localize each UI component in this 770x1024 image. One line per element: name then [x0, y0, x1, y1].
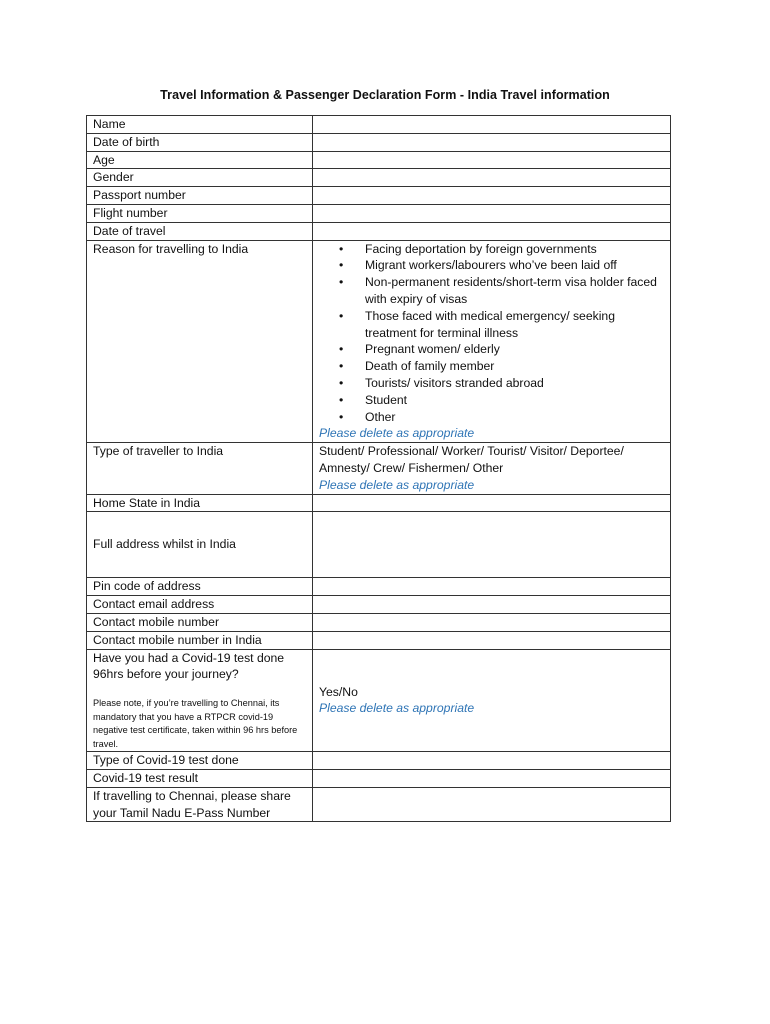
label-pin: Pin code of address: [87, 578, 313, 596]
table-row: [87, 222, 671, 240]
reason-item[interactable]: • Student: [339, 392, 408, 407]
label-reason: Reason for travelling to India: [87, 240, 313, 443]
label-mobile-india: Contact mobile number in India: [87, 631, 313, 649]
label-test-type: Type of Covid-19 test done: [87, 752, 313, 770]
label-mobile: Contact mobile number: [87, 613, 313, 631]
label-travel-date: Date of travel: [87, 222, 313, 240]
table-row: [87, 116, 671, 134]
reason-item[interactable]: • Death of family member: [339, 359, 495, 374]
field-test-type[interactable]: [313, 752, 671, 770]
field-flight[interactable]: [313, 204, 671, 222]
label-flight: Flight number: [87, 204, 313, 222]
bullet-icon: •: [339, 392, 344, 407]
label-test-result: Covid-19 test result: [87, 769, 313, 787]
field-travel-date[interactable]: [313, 222, 671, 240]
table-row: [87, 443, 671, 494]
bullet-icon: •: [339, 359, 344, 374]
table-row: [87, 752, 671, 770]
label-epass: If travelling to Chennai, please share your Tamil Nadu E-Pass Number: [87, 787, 313, 822]
table-row: [87, 187, 671, 205]
delete-note: Please delete as appropriate: [319, 701, 475, 716]
covid-test-question: Have you had a Covid-19 test done 96hrs before your journey?: [93, 650, 285, 682]
table-row: [87, 613, 671, 631]
table-row: [87, 578, 671, 596]
label-dob: Date of birth: [87, 133, 313, 151]
bullet-icon: •: [339, 375, 344, 390]
delete-note: Please delete as appropriate: [319, 426, 475, 441]
table-row: [87, 631, 671, 649]
field-gender[interactable]: [313, 169, 671, 187]
bullet-icon: •: [339, 409, 344, 424]
reason-list: [319, 241, 664, 426]
label-covid-test: [87, 649, 313, 752]
table-row: [87, 512, 671, 578]
field-name[interactable]: [313, 116, 671, 134]
field-mobile[interactable]: [313, 613, 671, 631]
field-traveller-type[interactable]: [313, 443, 671, 494]
label-gender: Gender: [87, 169, 313, 187]
field-reason[interactable]: [313, 240, 671, 443]
label-address: Full address whilst in India: [87, 512, 313, 578]
label-passport: Passport number: [87, 187, 313, 205]
chennai-note: Please note, if you’re travelling to Chennai, its mandatory that you have a RTPCR covid-19 negative test certificate, taken within 96 hrs before travel.: [93, 698, 298, 749]
table-row: [87, 649, 671, 752]
reason-item[interactable]: • Those faced with medical emergency/ seeking treatment for terminal illness: [339, 308, 615, 340]
bullet-icon: •: [339, 342, 344, 357]
table-row: [87, 787, 671, 822]
table-row: [87, 204, 671, 222]
label-email: Contact email address: [87, 596, 313, 614]
field-home-state[interactable]: [313, 494, 671, 512]
reason-item[interactable]: • Non-permanent residents/short-term visa holder faced with expiry of visas: [339, 275, 657, 306]
label-traveller-type: Type of traveller to India: [87, 443, 313, 494]
table-row: [87, 240, 671, 443]
yes-no-option: Yes/No: [319, 684, 358, 699]
field-passport[interactable]: [313, 187, 671, 205]
field-test-result[interactable]: [313, 769, 671, 787]
bullet-icon: •: [339, 241, 344, 256]
field-pin[interactable]: [313, 578, 671, 596]
field-age[interactable]: [313, 151, 671, 169]
form-title: Travel Information & Passenger Declaration Form - India Travel information: [160, 88, 610, 102]
reason-item[interactable]: • Pregnant women/ elderly: [339, 342, 500, 357]
reason-item[interactable]: • Other: [339, 409, 396, 424]
reason-item[interactable]: • Facing deportation by foreign governments: [339, 241, 597, 256]
reason-item[interactable]: • Migrant workers/labourers who’ve been laid off: [339, 258, 617, 273]
field-covid-test[interactable]: [313, 649, 671, 752]
table-row: [87, 769, 671, 787]
bullet-icon: •: [339, 275, 344, 290]
bullet-icon: •: [339, 258, 344, 273]
label-home-state: Home State in India: [87, 494, 313, 512]
table-row: [87, 133, 671, 151]
traveller-options: Student/ Professional/ Worker/ Tourist/ Visitor/ Deportee/ Amnesty/ Crew/ Fishermen/ Other: [319, 444, 624, 475]
field-address[interactable]: [313, 512, 671, 578]
delete-note: Please delete as appropriate: [319, 477, 475, 492]
field-mobile-india[interactable]: [313, 631, 671, 649]
reason-item[interactable]: • Tourists/ visitors stranded abroad: [339, 375, 544, 390]
label-age: Age: [87, 151, 313, 169]
bullet-icon: •: [339, 308, 344, 323]
declaration-table: [86, 115, 671, 822]
table-row: [87, 596, 671, 614]
label-name: Name: [87, 116, 313, 134]
field-dob[interactable]: [313, 133, 671, 151]
table-row: [87, 494, 671, 512]
table-row: [87, 151, 671, 169]
table-row: [87, 169, 671, 187]
field-epass[interactable]: [313, 787, 671, 822]
field-email[interactable]: [313, 596, 671, 614]
